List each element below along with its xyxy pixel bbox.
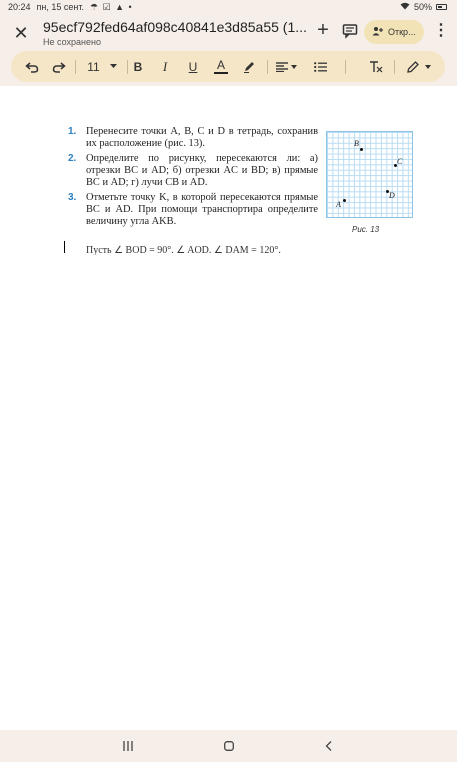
point-label-b: B xyxy=(354,139,359,148)
toolbar-divider xyxy=(345,60,346,74)
figure-caption: Рис. 13 xyxy=(352,225,380,234)
comment-icon[interactable] xyxy=(342,23,360,39)
bold-button[interactable]: B xyxy=(133,59,143,74)
battery-icon xyxy=(436,4,447,10)
share-label: Откр... xyxy=(388,27,416,37)
chevron-down-icon xyxy=(110,64,117,69)
task-number: 1. xyxy=(68,126,77,137)
task-list xyxy=(64,126,318,231)
underline-button[interactable]: U xyxy=(188,59,198,74)
highlight-icon[interactable] xyxy=(239,51,259,82)
undo-icon[interactable] xyxy=(21,51,43,82)
toolbar-divider xyxy=(127,60,128,74)
point-label-c: C xyxy=(397,157,403,166)
save-status: Не сохранено xyxy=(43,37,101,47)
cut-off-line: Пусть ∠ BOD = 90°. ∠ AOD. ∠ DAM = 120°. xyxy=(86,245,281,255)
status-time: 20:24 xyxy=(8,2,31,12)
wifi-icon xyxy=(400,2,410,12)
chevron-down-icon xyxy=(425,65,431,69)
chevron-down-icon xyxy=(291,65,297,69)
point-label-d: D xyxy=(389,191,395,200)
app-bar xyxy=(0,14,457,54)
text-cursor xyxy=(64,241,65,253)
recent-apps-icon[interactable] xyxy=(120,738,136,754)
add-icon[interactable]: + xyxy=(317,19,329,41)
add-person-icon xyxy=(372,26,384,38)
toolbar-divider xyxy=(75,60,76,74)
status-bar xyxy=(0,0,457,14)
figure-13 xyxy=(326,131,414,241)
point-b xyxy=(360,148,363,151)
align-dropdown[interactable] xyxy=(274,51,298,82)
task-text: Отметьте точку K, в которой пересекаются прямые BC и AD. При помощи транспортира определите величину угла AKB. xyxy=(86,192,318,227)
task-text: Перенесите точки A, B, C и D в тетрадь, сохранив их расположение (рис. 13). xyxy=(86,126,318,149)
task-number: 3. xyxy=(68,192,77,203)
clear-formatting-icon[interactable] xyxy=(365,51,387,82)
task-item xyxy=(64,192,318,228)
status-date: пн, 15 сент. xyxy=(36,2,84,12)
text-color-swatch xyxy=(214,72,228,74)
notification-icons: ☂ ☑ ▲ • xyxy=(90,1,133,12)
battery-percent: 50% xyxy=(413,2,432,12)
font-size-value: 11 xyxy=(87,59,100,74)
text-color-letter: A xyxy=(216,57,225,72)
task-item xyxy=(64,126,318,150)
formatting-toolbar xyxy=(11,51,445,82)
font-size-dropdown[interactable] xyxy=(81,51,123,82)
point-a xyxy=(343,199,346,202)
title-block xyxy=(43,19,308,47)
share-button[interactable] xyxy=(364,20,424,44)
back-icon[interactable] xyxy=(321,738,337,754)
figure-grid xyxy=(326,131,413,218)
close-icon[interactable]: ✕ xyxy=(13,23,29,43)
text-color-button[interactable] xyxy=(211,51,231,82)
document-page[interactable] xyxy=(0,86,457,730)
point-label-a: A xyxy=(336,200,341,209)
document-title[interactable]: 95ecf792fed64af098c40841e3d85a55 (1... xyxy=(43,19,307,35)
italic-button[interactable]: I xyxy=(162,58,168,74)
task-number: 2. xyxy=(68,153,77,164)
pencil-icon xyxy=(407,61,419,73)
bulleted-list-icon[interactable] xyxy=(309,51,331,82)
align-left-icon xyxy=(276,62,288,72)
home-icon[interactable] xyxy=(221,738,237,754)
task-text: Определите по рисунку, пересекаются ли: а) отрезки BC и AD; б) отрезки AC и BD; в) прямые BC и AD; г) лучи CB и AD. xyxy=(86,153,318,188)
redo-icon[interactable] xyxy=(48,51,70,82)
edit-mode-dropdown[interactable] xyxy=(404,51,434,82)
document-image xyxy=(64,126,416,256)
toolbar-divider xyxy=(394,60,395,74)
toolbar-divider xyxy=(267,60,268,74)
more-options-icon[interactable]: ⋮ xyxy=(433,22,449,39)
system-nav-bar xyxy=(0,730,457,762)
task-item xyxy=(64,153,318,189)
